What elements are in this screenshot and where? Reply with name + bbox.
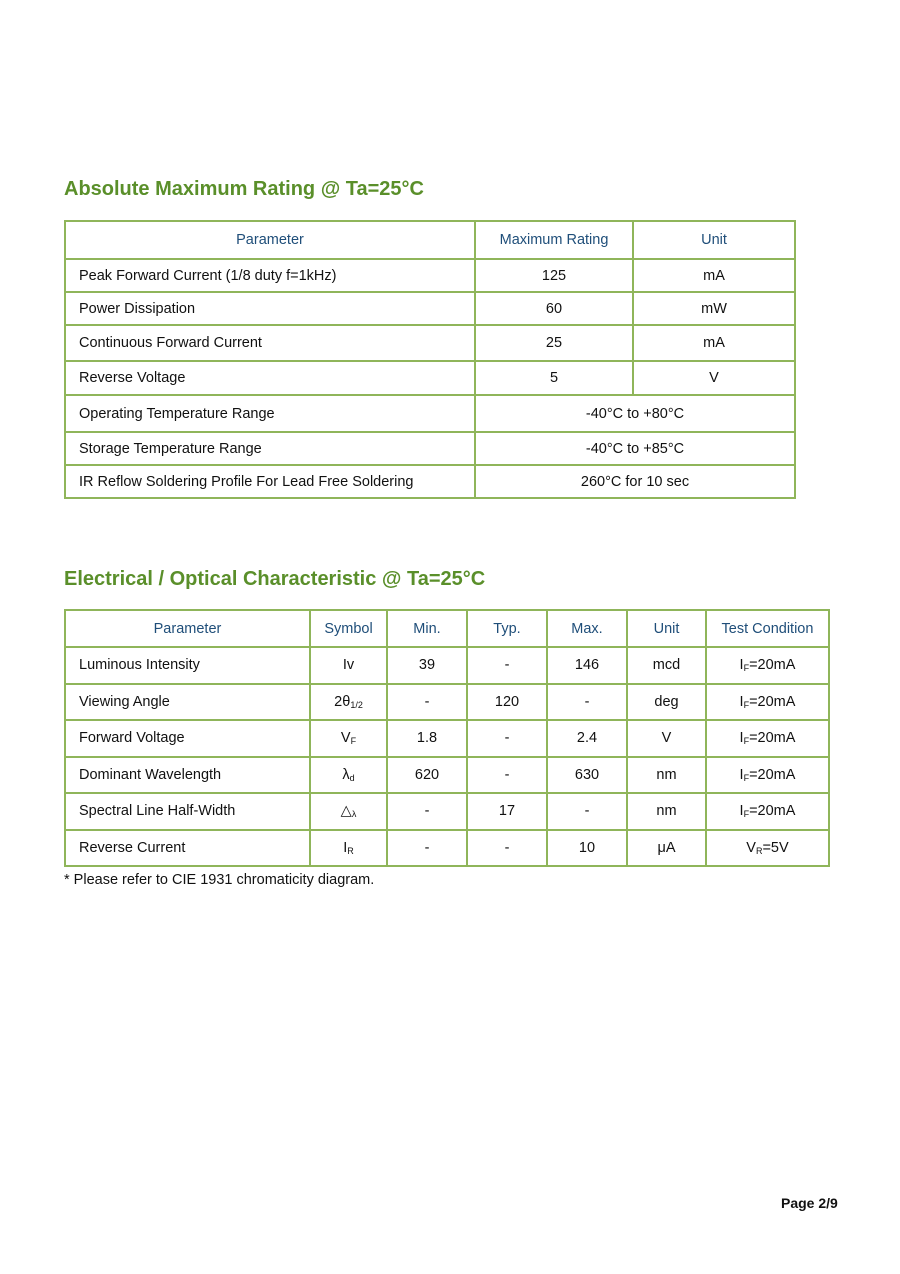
table-row [65,292,795,325]
condition-value: =5V [762,839,789,856]
page-number: Page 2/9 [781,1195,838,1211]
param-cell: Peak Forward Current (1/8 duty f=1kHz) [65,259,475,292]
unit-cell: mW [633,292,795,325]
symbol-base: △ [340,803,352,820]
param-cell: Power Dissipation [65,292,475,325]
rating-cell: 260°C for 10 sec [475,465,795,498]
rating-cell: -40°C to +85°C [475,432,795,465]
symbol-base: V [340,730,351,747]
min-cell: 620 [387,757,467,794]
max-cell: - [547,793,627,830]
unit-cell: mA [633,259,795,292]
electrical-header-typ: Typ. [467,610,547,647]
typ-cell: - [467,720,547,757]
typ-cell: - [467,647,547,684]
condition-base: I [739,693,744,710]
max-cell: 630 [547,757,627,794]
symbol-subscript: d [349,772,355,783]
max-cell: 10 [547,830,627,867]
param-cell: Reverse Current [65,830,310,867]
symbol-cell [310,757,387,794]
electrical-header-unit: Unit [627,610,706,647]
table-row [65,793,829,830]
unit-cell: nm [627,793,706,830]
symbol-base: 2θ [334,693,351,710]
symbol-subscript: R [347,845,354,856]
typ-cell: 17 [467,793,547,830]
param-cell: Viewing Angle [65,684,310,721]
max-cell: 146 [547,647,627,684]
abs-max-title: Absolute Maximum Rating @ Ta=25°C [64,178,424,200]
max-cell: 2.4 [547,720,627,757]
typ-cell: 120 [467,684,547,721]
param-cell: IR Reflow Soldering Profile For Lead Free Soldering [65,465,475,498]
test-condition-cell [706,793,829,830]
table-row [65,720,829,757]
table-row [65,432,795,465]
min-cell: - [387,793,467,830]
condition-subscript: F [743,736,750,747]
test-condition-cell [706,647,829,684]
unit-cell: nm [627,757,706,794]
unit-cell: mA [633,325,795,361]
symbol-cell [310,647,387,684]
param-cell: Storage Temperature Range [65,432,475,465]
param-cell: Continuous Forward Current [65,325,475,361]
condition-value: =20mA [749,766,796,783]
abs-max-table [64,220,796,499]
condition-value: =20mA [749,803,796,820]
symbol-cell [310,684,387,721]
footnote: * Please refer to CIE 1931 chromaticity diagram. [64,872,375,888]
unit-cell: μA [627,830,706,867]
electrical-header-symbol: Symbol [310,610,387,647]
electrical-table-body [65,647,829,866]
symbol-cell [310,720,387,757]
table-row [65,647,829,684]
typ-cell: - [467,830,547,867]
rating-cell: -40°C to +80°C [475,395,795,432]
condition-base: I [739,766,744,783]
symbol-subscript: λ [351,809,357,820]
param-cell: Spectral Line Half-Width [65,793,310,830]
abs-max-header-unit: Unit [633,221,795,259]
abs-max-header-rating: Maximum Rating [475,221,633,259]
table-row [65,684,829,721]
symbol-base: I [343,839,348,856]
table-row [65,830,829,867]
condition-base: I [739,657,744,674]
unit-cell: V [627,720,706,757]
electrical-title: Electrical / Optical Characteristic @ Ta=25°C [64,568,486,590]
min-cell: - [387,830,467,867]
symbol-base: Iv [342,657,355,674]
param-cell: Luminous Intensity [65,647,310,684]
condition-subscript: F [743,809,750,820]
abs-max-header-parameter: Parameter [65,221,475,259]
symbol-cell [310,793,387,830]
rating-cell: 25 [475,325,633,361]
max-cell: - [547,684,627,721]
table-row [65,757,829,794]
test-condition-cell [706,720,829,757]
electrical-header-max: Max. [547,610,627,647]
table-row [65,361,795,395]
table-row [65,325,795,361]
condition-value: =20mA [749,693,796,710]
electrical-header-test-condition: Test Condition [706,610,829,647]
unit-cell: mcd [627,647,706,684]
test-condition-cell [706,757,829,794]
symbol-subscript: 1/2 [350,699,363,710]
param-cell: Reverse Voltage [65,361,475,395]
min-cell: - [387,684,467,721]
symbol-subscript: F [350,736,357,747]
symbol-base: λ [342,766,350,783]
test-condition-cell [706,684,829,721]
test-condition-cell [706,830,829,867]
rating-cell: 60 [475,292,633,325]
rating-cell: 5 [475,361,633,395]
table-row [65,259,795,292]
table-row [65,395,795,432]
min-cell: 39 [387,647,467,684]
unit-cell: deg [627,684,706,721]
condition-value: =20mA [749,730,796,747]
condition-base: I [739,803,744,820]
param-cell: Dominant Wavelength [65,757,310,794]
condition-base: V [746,839,756,856]
condition-subscript: R [755,845,763,856]
condition-base: I [739,730,744,747]
electrical-header-row [65,610,829,647]
symbol-cell [310,830,387,867]
rating-cell: 125 [475,259,633,292]
electrical-header-min: Min. [387,610,467,647]
condition-subscript: F [743,772,750,783]
table-row [65,465,795,498]
condition-subscript: F [743,699,750,710]
unit-cell: V [633,361,795,395]
abs-max-header-row [65,221,795,259]
min-cell: 1.8 [387,720,467,757]
electrical-header-parameter: Parameter [65,610,310,647]
condition-value: =20mA [749,657,796,674]
typ-cell: - [467,757,547,794]
condition-subscript: F [743,663,750,674]
param-cell: Forward Voltage [65,720,310,757]
electrical-table [64,609,830,867]
param-cell: Operating Temperature Range [65,395,475,432]
